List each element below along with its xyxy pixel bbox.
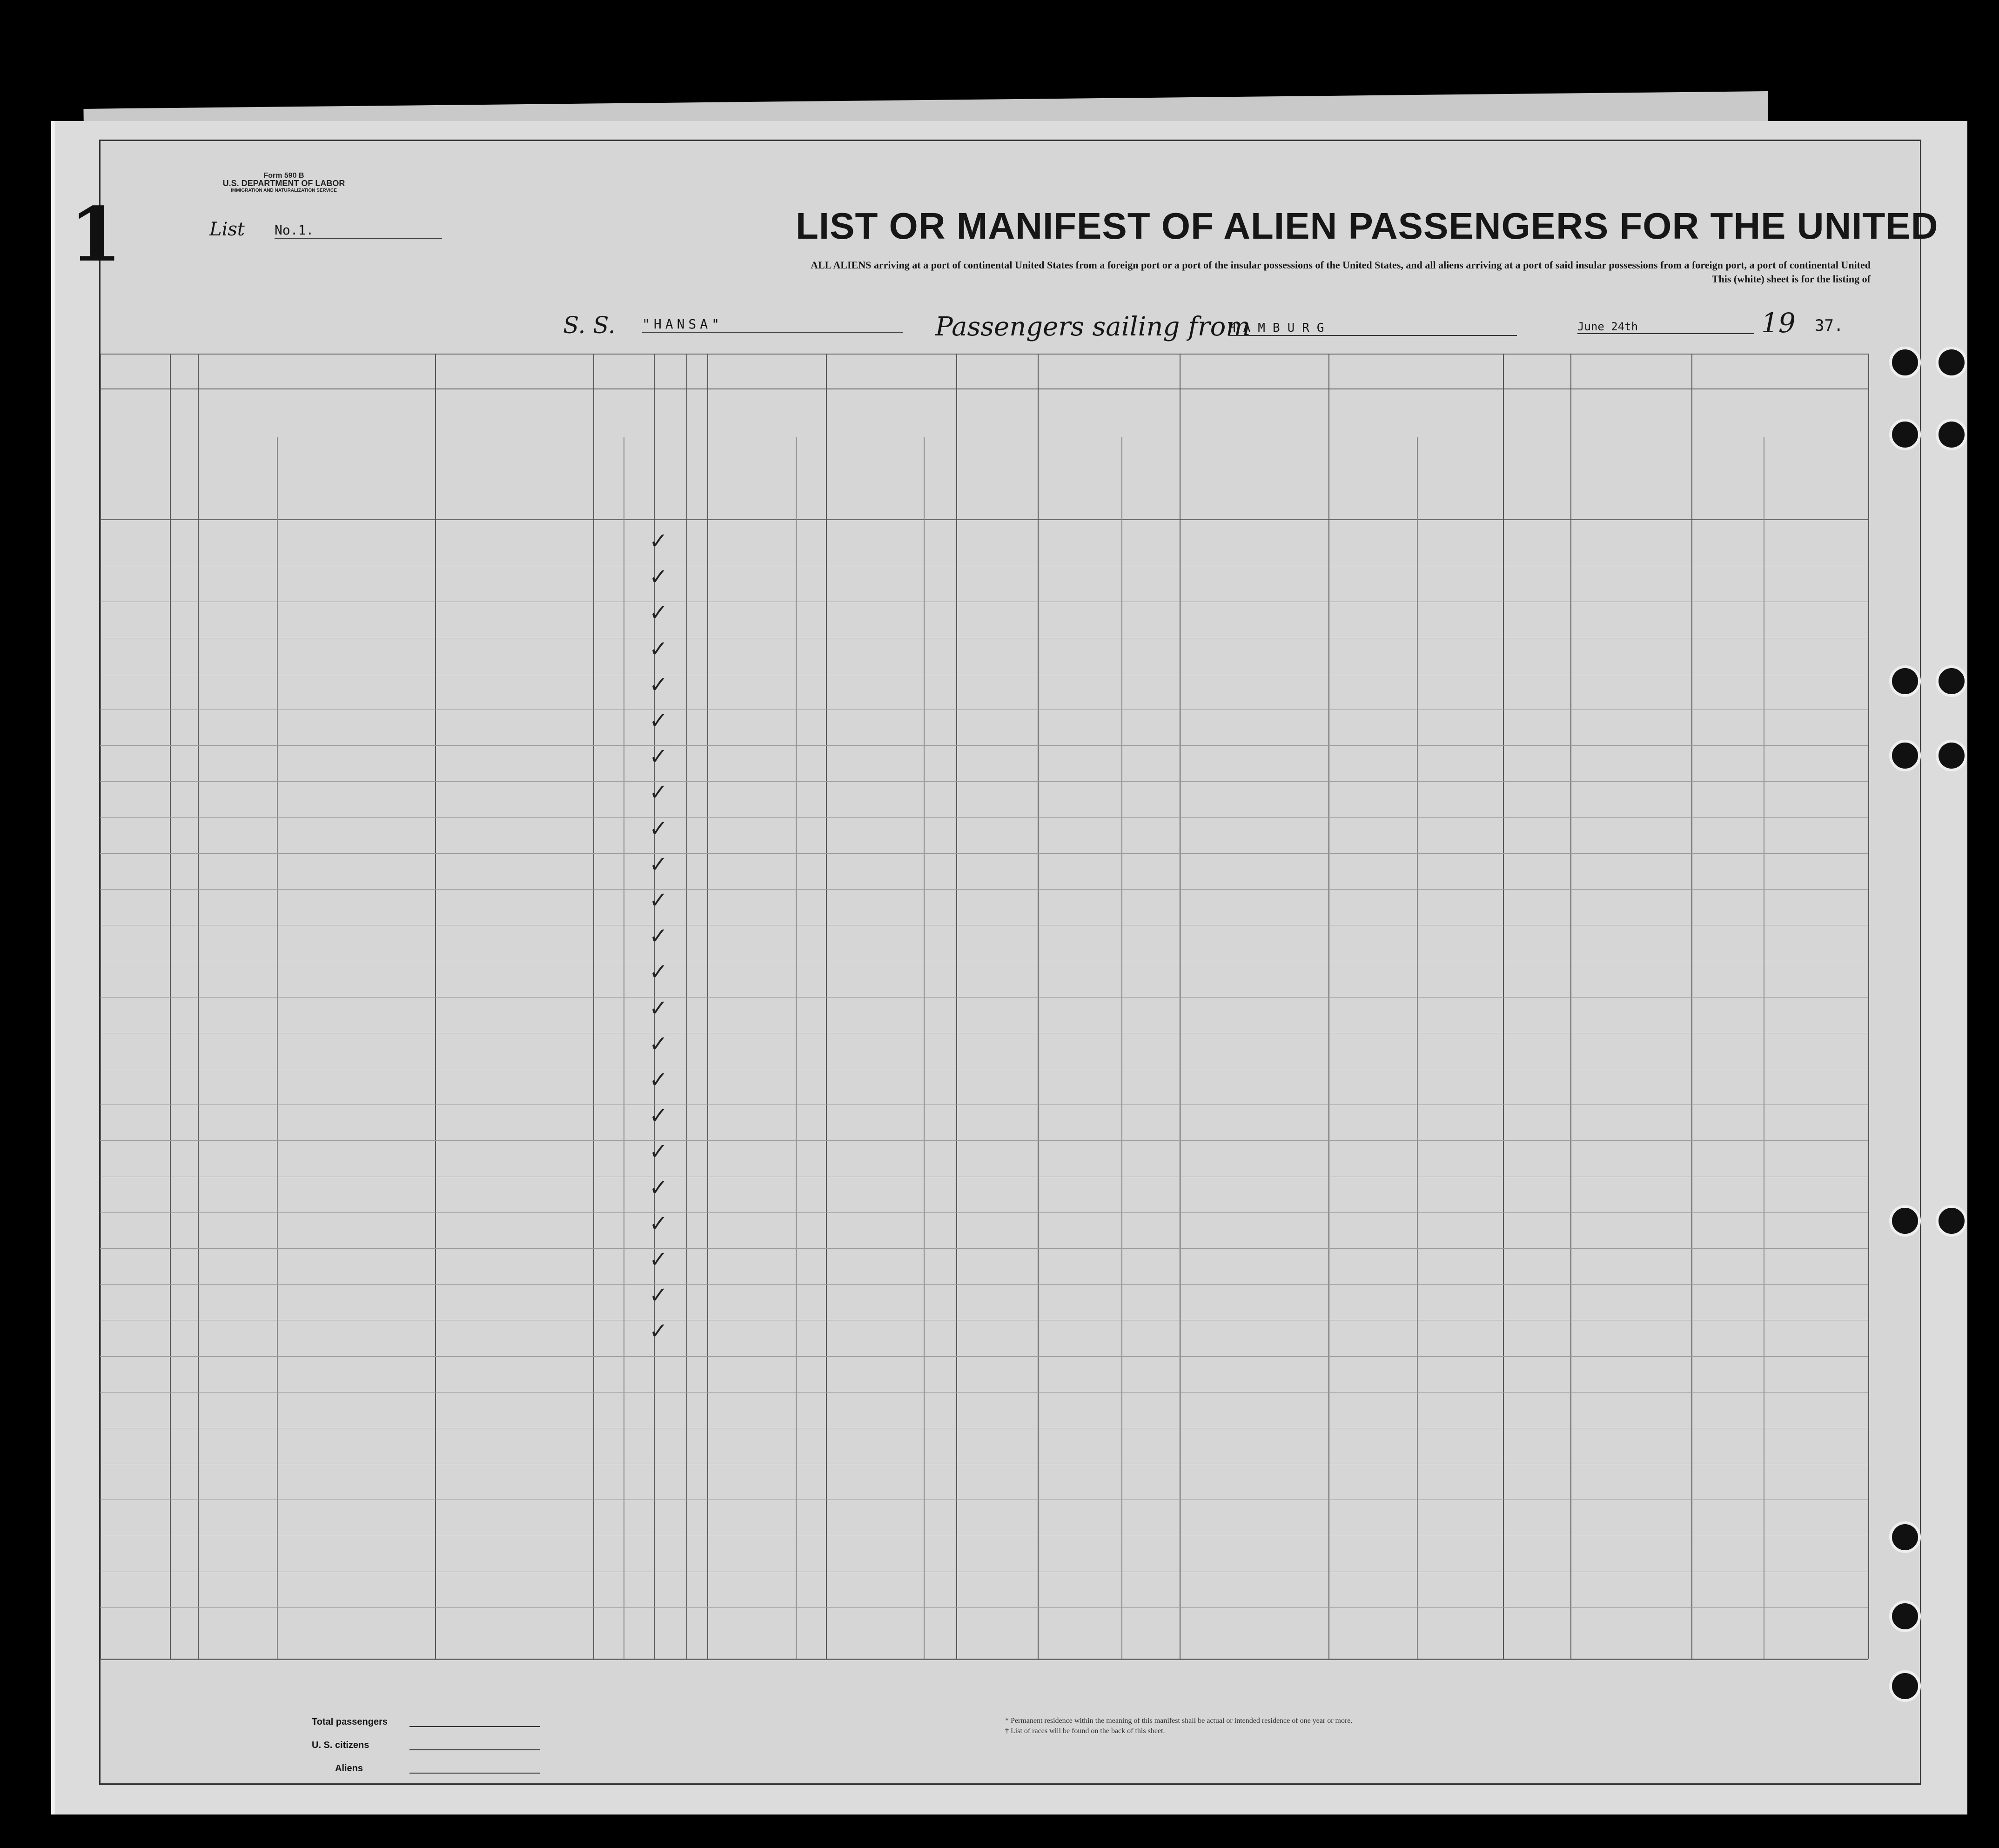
check-mark: ✓ [649, 528, 668, 554]
footnote-races: † List of races will be found on the back of this sheet. [1005, 1727, 1165, 1735]
check-mark: ✓ [649, 851, 668, 877]
ship-name: "HANSA" [642, 316, 903, 333]
check-mark: ✓ [649, 743, 668, 770]
row-rule [100, 1356, 1868, 1357]
form-id: Form 590 B [263, 172, 304, 180]
year-prefix: 19 [1761, 307, 1796, 339]
list-number: No.1. [275, 222, 442, 239]
year-suffix: 37. [1815, 316, 1844, 335]
check-mark: ✓ [649, 1138, 668, 1165]
row-rule [100, 1248, 1868, 1249]
manifest-table [100, 354, 1868, 1659]
column-subrule [1417, 437, 1418, 1659]
check-mark: ✓ [649, 959, 668, 985]
punch-hole [1889, 665, 1921, 697]
ss-label: S. S. [563, 312, 616, 339]
punch-hole [1936, 419, 1967, 450]
check-mark: ✓ [649, 779, 668, 806]
punch-hole [1889, 1600, 1921, 1632]
row-rule [100, 745, 1868, 746]
footnote-residence: * Permanent residence within the meaning of this manifest shall be actual or intended residence of one year or more. [1005, 1717, 1353, 1725]
check-mark: ✓ [649, 600, 668, 626]
list-label: List [209, 219, 245, 240]
punch-hole [1936, 347, 1967, 378]
row-rule [100, 889, 1868, 890]
table-rule [100, 354, 1868, 355]
column-rule [593, 354, 594, 1659]
column-rule [1038, 354, 1039, 1659]
table-rule [100, 1659, 1868, 1660]
total-passengers-label: Total passengers [312, 1717, 388, 1727]
check-mark: ✓ [649, 708, 668, 734]
column-rule [1180, 354, 1181, 1659]
sailing-date: June 24th [1577, 320, 1754, 334]
column-rule [686, 354, 687, 1659]
punch-hole [1936, 1205, 1967, 1237]
row-rule [100, 817, 1868, 818]
us-citizens-label: U. S. citizens [312, 1740, 369, 1750]
row-rule [100, 853, 1868, 854]
punch-hole [1889, 1521, 1921, 1553]
check-mark: ✓ [649, 1282, 668, 1309]
column-subrule [924, 437, 925, 1659]
punch-hole [1889, 347, 1921, 378]
row-rule [100, 1607, 1868, 1608]
punch-hole [1936, 740, 1967, 771]
check-mark: ✓ [649, 887, 668, 913]
column-rule [1570, 354, 1571, 1659]
check-mark: ✓ [649, 815, 668, 842]
check-mark: ✓ [649, 564, 668, 590]
punch-hole [1889, 1670, 1921, 1702]
column-rule [956, 354, 957, 1659]
column-rule [826, 354, 827, 1659]
row-rule [100, 781, 1868, 782]
check-mark: ✓ [649, 671, 668, 698]
punch-hole [1889, 740, 1921, 771]
column-rule [1503, 354, 1504, 1659]
check-mark: ✓ [649, 923, 668, 950]
subtitle-line-1: ALL ALIENS arriving at a port of continental United States from a foreign port or a port of the insular possessions of the United States, and all aliens arriving at a port of said insular possessions from a foreign port, a port of continental United [811, 259, 1871, 271]
row-rule [100, 1212, 1868, 1213]
column-rule [100, 354, 101, 1659]
punch-hole [1889, 1205, 1921, 1237]
column-rule [435, 354, 436, 1659]
column-rule [170, 354, 171, 1659]
aliens-line [409, 1773, 540, 1774]
page-title: LIST OR MANIFEST OF ALIEN PASSENGERS FOR THE UNITED [796, 205, 1939, 247]
check-mark: ✓ [649, 1210, 668, 1237]
department: U.S. DEPARTMENT OF LABOR [222, 179, 345, 188]
total-passengers-line [409, 1726, 540, 1727]
check-mark: ✓ [649, 1174, 668, 1201]
column-rule [1868, 354, 1869, 1659]
row-rule [100, 997, 1868, 998]
column-subrule [1121, 437, 1122, 1659]
punch-hole [1889, 419, 1921, 450]
table-rule [100, 519, 1868, 520]
check-mark: ✓ [649, 1103, 668, 1129]
us-citizens-line [409, 1749, 540, 1750]
row-rule [100, 1392, 1868, 1393]
column-rule [198, 354, 199, 1659]
service: IMMIGRATION AND NATURALIZATION SERVICE [231, 188, 337, 193]
row-rule [100, 1140, 1868, 1141]
column-subrule [277, 437, 278, 1659]
check-mark: ✓ [649, 636, 668, 662]
subtitle-line-2: This (white) sheet is for the listing of [1711, 273, 1871, 285]
sheet-number: 1 [70, 191, 122, 278]
sailing-label: Passengers sailing from [935, 312, 1251, 342]
column-rule [1691, 354, 1692, 1659]
check-mark: ✓ [649, 1318, 668, 1345]
punch-hole [1936, 665, 1967, 697]
column-subrule [796, 437, 797, 1659]
departure-port: HAMBURG [1228, 321, 1517, 336]
form-heading [200, 172, 368, 194]
aliens-label: Aliens [335, 1763, 363, 1774]
table-rule [100, 388, 1868, 389]
subtitle [465, 258, 1871, 286]
column-rule [1328, 354, 1329, 1659]
check-mark: ✓ [649, 1246, 668, 1272]
check-mark: ✓ [649, 995, 668, 1021]
check-mark: ✓ [649, 1067, 668, 1093]
column-rule [707, 354, 708, 1659]
row-rule [100, 1284, 1868, 1285]
check-mark: ✓ [649, 1031, 668, 1057]
